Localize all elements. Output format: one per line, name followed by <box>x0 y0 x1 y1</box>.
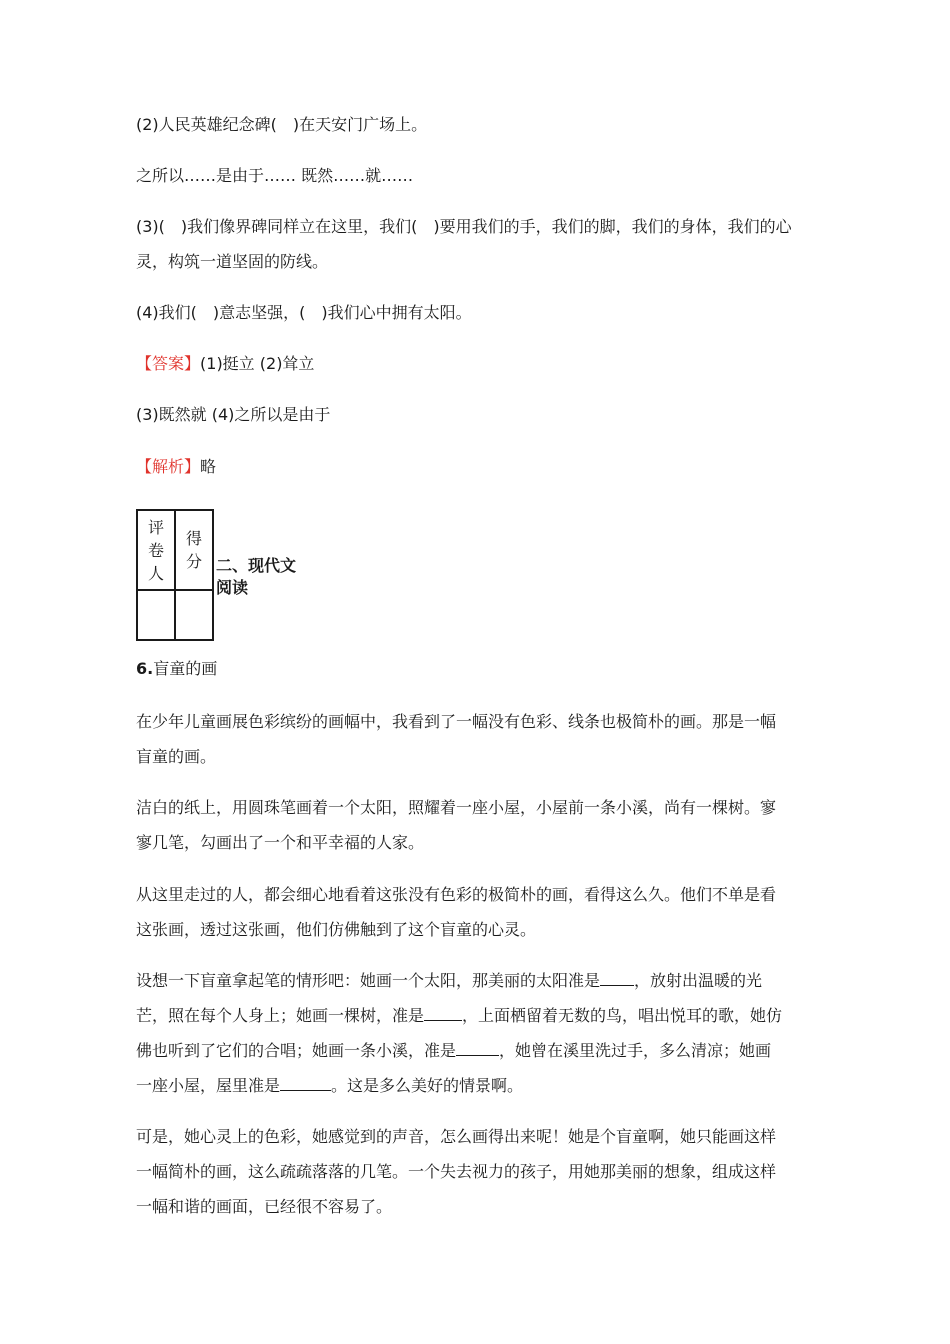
question-5-line-3a: (3)( )我们像界碑同样立在这里，我们( )要用我们的手，我们的脚，我们的身体，我们的心 <box>136 217 792 236</box>
paragraph-5b: 一幅简朴的画，这么疏疏落落的几笔。一个失去视力的孩子，用她那美丽的想象，组成这样 <box>136 1162 777 1181</box>
paragraph-5a: 可是，她心灵上的色彩，她感觉到的声音，怎么画得出来呢！她是个盲童啊，她只能画这样 <box>136 1127 777 1146</box>
paragraph-4a <box>136 970 762 992</box>
paragraph-2a: 洁白的纸上，用圆珠笔画着一个太阳，照耀着一座小屋，小屋前一条小溪，尚有一棵树。寥 <box>136 798 777 817</box>
paragraph-5c: 一幅和谐的画面，已经很不容易了。 <box>136 1197 393 1216</box>
paragraph-4c <box>136 1040 771 1062</box>
section-title: 二、现代文阅读 <box>216 556 297 597</box>
paragraph-4b <box>136 1005 782 1027</box>
answer-text-1: (1)挺立 (2)耸立 <box>200 354 315 373</box>
p4b-text-1: 芒，照在每个人身上；她画一棵树，准是 <box>136 1006 425 1025</box>
paragraph-1b: 盲童的画。 <box>136 747 217 766</box>
analysis-text: 略 <box>200 457 217 476</box>
score-table <box>136 509 214 641</box>
p4c-text-2: ，她曾在溪里洗过手，多么清凉；她画 <box>499 1041 772 1060</box>
p4c-text-1: 佛也听到了它们的合唱；她画一条小溪，准是 <box>136 1041 457 1060</box>
p4a-text-2: ，放射出温暖的光 <box>634 971 763 990</box>
analysis-line <box>136 456 216 478</box>
analysis-label: 【解析】 <box>136 457 201 476</box>
blank-2[interactable] <box>424 1006 462 1021</box>
blank-3[interactable] <box>456 1041 499 1056</box>
question-number: 6. <box>136 659 154 678</box>
p4d-text-1: 一座小屋，屋里准是 <box>136 1076 281 1095</box>
p4b-text-2: ，上面栖留着无数的鸟，唱出悦耳的歌，她仿 <box>462 1006 783 1025</box>
score-cell[interactable] <box>175 590 213 640</box>
answer-line-1 <box>136 353 314 375</box>
answer-line-2: (3)既然就 (4)之所以是由于 <box>136 405 331 424</box>
grader-cell[interactable] <box>137 590 175 640</box>
answer-label: 【答案】 <box>136 354 201 373</box>
passage-title-line <box>136 658 217 680</box>
question-5-line-3b: 灵，构筑一道坚固的防线。 <box>136 252 329 271</box>
question-5-line-4: (4)我们( )意志坚强，( )我们心中拥有太阳。 <box>136 303 472 322</box>
grader-header: 评卷人 <box>137 510 175 590</box>
passage-title: 盲童的画 <box>153 659 218 678</box>
blank-4[interactable] <box>280 1076 331 1091</box>
paragraph-2b: 寥几笔，勾画出了一个和平幸福的人家。 <box>136 833 425 852</box>
p4a-text-1: 设想一下盲童拿起笔的情形吧：她画一个太阳，那美丽的太阳准是 <box>136 971 601 990</box>
connective-options: 之所以……是由于…… 既然……就…… <box>136 166 414 185</box>
paragraph-3a: 从这里走过的人，都会细心地看着这张没有色彩的极简朴的画，看得这么久。他们不单是看 <box>136 885 777 904</box>
score-header: 得分 <box>175 510 213 590</box>
blank-1[interactable] <box>600 971 634 986</box>
paragraph-4d <box>136 1075 523 1097</box>
paragraph-3b: 这张画，透过这张画，他们仿佛触到了这个盲童的心灵。 <box>136 920 537 939</box>
question-5-line-2: (2)人民英雄纪念碑( )在天安门广场上。 <box>136 115 428 134</box>
p4d-text-2: 。这是多么美好的情景啊。 <box>331 1076 524 1095</box>
paragraph-1a: 在少年儿童画展色彩缤纷的画幅中，我看到了一幅没有色彩、线条也极简朴的画。那是一幅 <box>136 712 777 731</box>
